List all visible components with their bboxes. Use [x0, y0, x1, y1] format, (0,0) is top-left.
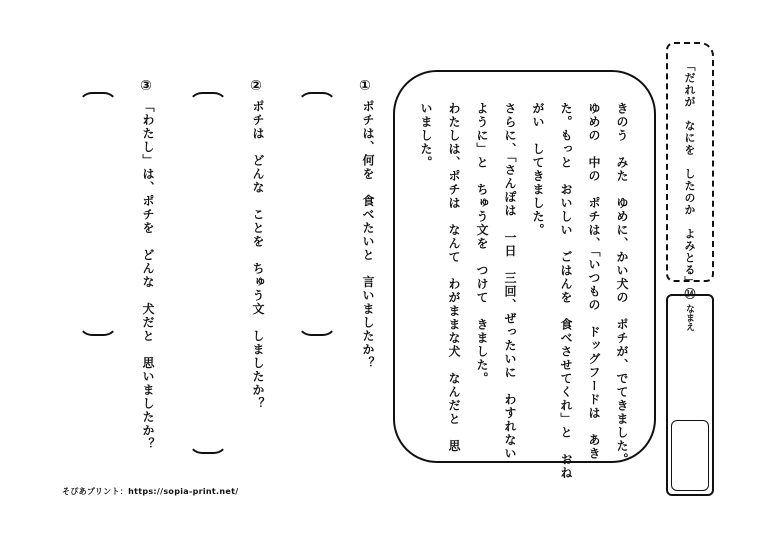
story-line: ように」と ちゅう文を つけて きました。: [475, 102, 489, 386]
story-box: [393, 70, 656, 480]
title-box: [666, 42, 714, 300]
story-line: がい してきました。: [531, 102, 545, 237]
story-line: ゆめの 中の ポチは、「いつもの ドッグフードは あき: [587, 102, 601, 461]
answer-area-2[interactable]: [188, 92, 228, 454]
question-text: ポチは、何を 食べたいと 言いましたか？: [361, 100, 375, 370]
name-label: なまえ: [684, 304, 694, 331]
name-field[interactable]: [671, 420, 709, 491]
story-line: さらに、「さんぽは 一日 三回、ぜったいに わすれない: [503, 102, 517, 461]
answer-area-1[interactable]: [297, 92, 337, 336]
answer-area-3[interactable]: [78, 92, 118, 336]
question-text: 「わたし」は、ポチを どんな 犬だと 思いましたか？: [141, 100, 155, 451]
question-text: ポチは どんな ことを ちゅう文 しましたか？: [251, 100, 265, 411]
question-number: ③: [140, 78, 152, 94]
question-number: ②: [250, 78, 262, 94]
story-line: きのう みた ゆめに、かい犬の ポチが、でてきました。: [615, 102, 629, 467]
story-line: わたしは、ポチは なんて わがままな犬 なんだと 思: [447, 102, 461, 453]
footer-credit: そぴあプリント：https://sopia-print.net/: [62, 487, 239, 496]
name-box: [666, 294, 714, 496]
question-number: ①: [359, 78, 371, 94]
story-line: いました。: [419, 102, 433, 170]
worksheet-title: 「だれが なにを したのか よみとる」⑭: [683, 60, 696, 300]
story-line: た。もっと おいしい ごはんを 食べさせてくれ」と おね: [559, 102, 573, 480]
